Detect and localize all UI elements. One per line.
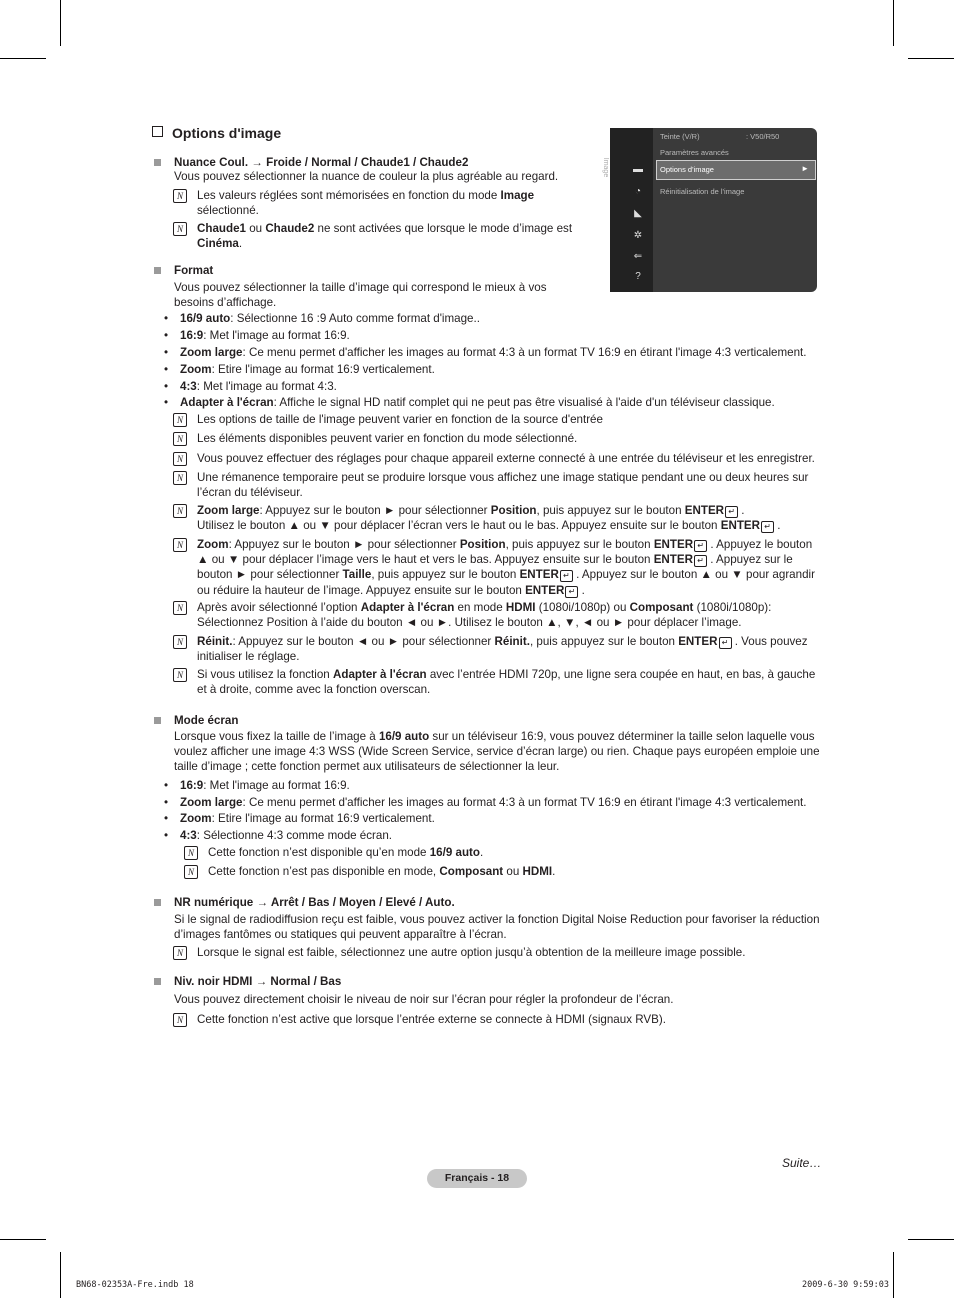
note: N Zoom: Appuyez sur le bouton ► pour sélectionner Position, puis appuyez sur le bouton ENTER ↵ . Appuyez le bouton ▲ ou ▼ pour déplacer l’image vers le haut et vers le bas. Appuyez ensuite sur le bouton ENTER ↵ . Appuyez sur le bouton ► pour sélectionner Taille, puis appuyez sur le bouton ENTER ↵ . Appuyez sur le bouton ▲ ou ▼ pour agrandir ou réduire la hauteur de l’image. Appuyez ensuite sur le bouton ENTER ↵ .	[197, 537, 815, 598]
menu-item-advanced[interactable]: Paramètres avancés	[660, 148, 729, 157]
enter-icon: ↵	[560, 570, 573, 582]
crop-mark	[0, 1239, 46, 1240]
note-icon: N	[173, 452, 187, 466]
paragraph: Vous pouvez sélectionner la taille d’image qui correspond le mieux à vos besoins d’affichage.	[174, 281, 547, 310]
menu-item-picture-options[interactable]: Options d'image ►	[656, 160, 816, 180]
note-icon: N	[173, 432, 187, 446]
note: N Cette fonction n’est pas disponible en mode, Composant ou HDMI.	[208, 864, 555, 879]
list-item: • Zoom large: Ce menu permet d'afficher les images au format 4:3 à un format TV 16:9 en étirant l'image 4:3 verticalement.	[164, 346, 807, 359]
enter-icon: ↵	[725, 506, 738, 518]
crop-mark	[893, 1252, 894, 1298]
menu-label: Image	[602, 157, 610, 178]
section-heading: Format	[174, 264, 214, 277]
paragraph: Vous pouvez sélectionner la nuance de couleur la plus agréable au regard.	[174, 170, 559, 183]
note: N Réinit.: Appuyez sur le bouton ◄ ou ► pour sélectionner Réinit., puis appuyez sur le bouton ENTER ↵ . Vous pouvez initialiser le réglage.	[197, 634, 808, 664]
menu-item-teinte[interactable]: Teinte (V/R)	[660, 132, 700, 141]
note-icon: N	[173, 413, 187, 427]
note-icon: N	[173, 635, 187, 649]
square-bullet-icon	[154, 267, 161, 274]
list-item: • Zoom: Etire l'image au format 16:9 verticalement.	[164, 363, 435, 376]
list-item: • Zoom large: Ce menu permet d'afficher les images au format 4:3 à un format TV 16:9 en étirant l'image 4:3 verticalement.	[164, 796, 807, 809]
square-bullet-icon	[154, 899, 161, 906]
tv-menu-screenshot	[602, 128, 817, 292]
section-heading: NR numérique → Arrêt / Bas / Moyen / Elevé / Auto.	[174, 896, 455, 909]
note-icon: N	[173, 601, 187, 615]
enter-icon: ↵	[694, 540, 707, 552]
footer-timestamp: 2009-6-30 9:59:03	[802, 1280, 889, 1290]
page-number-badge: Français - 18	[427, 1169, 527, 1188]
menu-item-teinte-value: : V50/R50	[746, 132, 780, 141]
crop-mark	[893, 0, 894, 46]
note-icon: N	[173, 668, 187, 682]
note-icon: N	[173, 471, 187, 485]
list-item: • Zoom: Etire l'image au format 16:9 verticalement.	[164, 812, 435, 825]
section-heading: Nuance Coul. → Froide / Normal / Chaude1 / Chaude2	[174, 156, 469, 169]
enter-icon: ↵	[761, 521, 774, 533]
channel-icon: ◣	[634, 208, 642, 219]
note: N Une rémanence temporaire peut se produire lorsque vous affichez une image statique pendant une ou deux heures sur l’écran du téléviseur.	[197, 470, 808, 500]
square-bullet-icon	[154, 978, 161, 985]
note: N Après avoir sélectionné l’option Adapter à l'écran en mode HDMI (1080i/1080p) ou Composant (1080i/1080p): Sélectionnez Position à l’aide du bouton ◄ ou ►. Utilisez le bouton ▲, ▼, ◄ ou ► pour déplacer l’image.	[197, 600, 771, 630]
note: N Si vous utilisez la fonction Adapter à l'écran avec l’entrée HDMI 720p, une ligne sera coupée en haut, en bas, à gauche et à droite, comme avec la fonction overscan.	[197, 667, 815, 697]
note-icon: N	[173, 504, 187, 518]
crop-mark	[908, 1239, 954, 1240]
note: N Lorsque le signal est faible, sélectionnez une autre option jusqu’à obtention de la meilleure image possible.	[197, 945, 745, 960]
support-icon: ?	[635, 271, 641, 282]
crop-mark	[908, 58, 954, 59]
note: N Cette fonction n’est active que lorsque l’entrée externe se connecte à HDMI (signaux RVB).	[197, 1012, 666, 1027]
picture-icon: ▬	[633, 164, 643, 175]
input-icon: ⇐	[633, 251, 643, 262]
section-heading: Mode écran	[174, 714, 239, 727]
paragraph: Vous pouvez directement choisir le niveau de noir sur l’écran pour régler la profondeur de l’écran.	[174, 993, 674, 1006]
square-bullet-icon	[154, 159, 161, 166]
note-icon: N	[173, 189, 187, 203]
enter-icon: ↵	[694, 555, 707, 567]
footer-file-info: BN68-02353A-Fre.indb 18	[76, 1280, 194, 1290]
paragraph: Lorsque vous fixez la taille de l’image à 16/9 auto sur un téléviseur 16:9, vous pouvez déterminer la taille selon laquelle vous voulez afficher une image 4:3 WSS (Wide Screen Service, service d’écran large) ou rien. Chaque pays européen emploie une taille d’image ; cette fonction permet aux utilisateurs de sélectionner la leur.	[174, 730, 820, 774]
menu-sidebar	[602, 128, 653, 292]
section-heading: Niv. noir HDMI → Normal / Bas	[174, 975, 342, 988]
square-bullet-icon	[154, 717, 161, 724]
crop-mark	[60, 0, 61, 46]
note: N Les options de taille de l'image peuvent varier en fonction de la source d'entrée	[197, 412, 603, 427]
note-icon: N	[173, 538, 187, 552]
enter-icon: ↵	[719, 637, 732, 649]
note-icon: N	[173, 1013, 187, 1027]
note: N Zoom large: Appuyez sur le bouton ► pour sélectionner Position, puis appuyez sur le bouton ENTER ↵ . Utilisez le bouton ▲ ou ▼ pour déplacer l’écran vers le haut ou le bas. Appuyez ensuite sur le bouton ENTER ↵ .	[197, 503, 780, 533]
note: N Les valeurs réglées sont mémorisées en fonction du mode Image sélectionné.	[197, 188, 534, 218]
arrow-right-icon: ►	[801, 164, 809, 173]
paragraph: Si le signal de radiodiffusion reçu est faible, vous pouvez activer la fonction Digital Noise Reduction pour favoriser la réduction d’images fantômes ou statiques qui peuvent apparaître à l’écran.	[174, 913, 820, 942]
menu-item-reset[interactable]: Réinitialisation de l'image	[660, 187, 745, 196]
list-item: • Adapter à l'écran: Affiche le signal HD natif complet qui ne peut pas être visualisé à l'aide d'un téléviseur classique.	[164, 396, 775, 409]
sound-icon: ◔	[634, 186, 642, 197]
note-icon: N	[184, 846, 198, 860]
crop-mark	[60, 1252, 61, 1298]
setup-icon: ✲	[633, 230, 643, 241]
continued-label: Suite…	[782, 1156, 822, 1170]
enter-icon: ↵	[565, 586, 578, 598]
note-icon: N	[184, 865, 198, 879]
checkbox-icon	[152, 126, 163, 137]
list-item: • 16/9 auto: Sélectionne 16 :9 Auto comme format d'image..	[164, 312, 480, 325]
list-item: • 4:3: Met l'image au format 4:3.	[164, 380, 337, 393]
note: N Les éléments disponibles peuvent varier en fonction du mode sélectionné.	[197, 431, 577, 446]
crop-mark	[0, 58, 46, 59]
list-item: • 4:3: Sélectionne 4:3 comme mode écran.	[164, 829, 393, 842]
note: N Vous pouvez effectuer des réglages pour chaque appareil externe connecté à une entrée du téléviseur et les enregistrer.	[197, 451, 815, 466]
note: N Chaude1 ou Chaude2 ne sont activées que lorsque le mode d’image est Cinéma.	[197, 221, 572, 251]
note-icon: N	[173, 946, 187, 960]
list-item: • 16:9: Met l'image au format 16:9.	[164, 779, 350, 792]
note-icon: N	[173, 222, 187, 236]
note: N Cette fonction n’est disponible qu’en mode 16/9 auto.	[208, 845, 483, 860]
list-item: • 16:9: Met l'image au format 16:9.	[164, 329, 350, 342]
page-title: Options d'image	[152, 125, 281, 141]
